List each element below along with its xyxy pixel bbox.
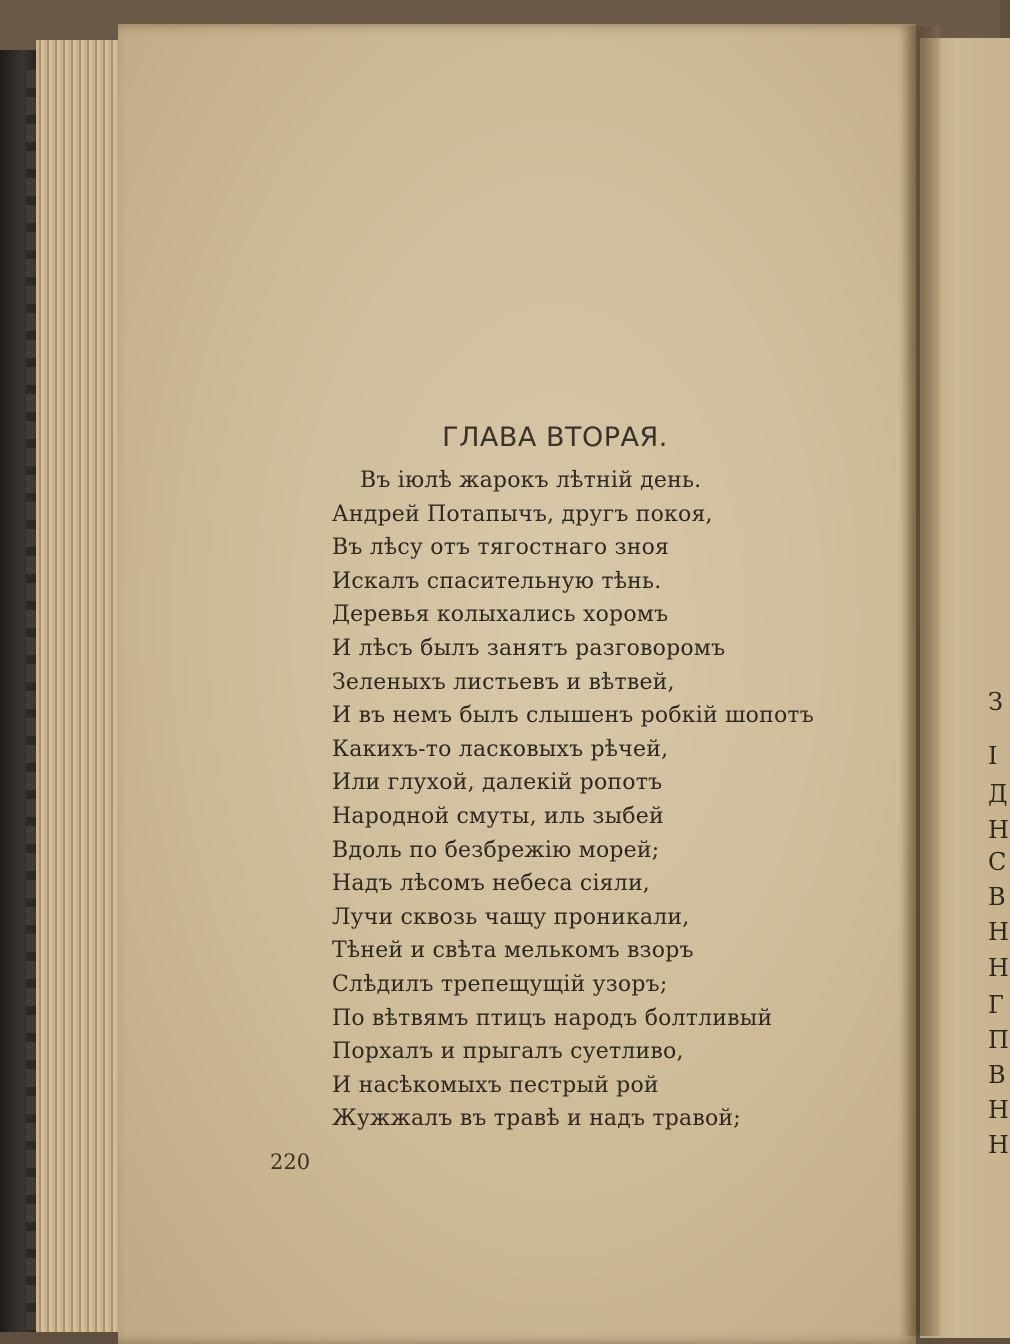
poem-line: И лѣсъ былъ занятъ разговоромъ bbox=[332, 635, 726, 661]
poem-line: Деревья колыхались хоромъ bbox=[332, 602, 669, 628]
poem-line: Народной смуты, иль зыбей bbox=[332, 803, 664, 829]
facing-page-letter: I bbox=[988, 742, 998, 770]
poem-line: Въ лѣсу отъ тягостнаго зноя bbox=[332, 535, 670, 561]
facing-page-letter: З bbox=[988, 688, 1003, 716]
facing-page-letter: Н bbox=[988, 1131, 1009, 1159]
poem-line: Слѣдилъ трепещущій узоръ; bbox=[332, 971, 668, 997]
poem-line: Зеленыхъ листьевъ и вѣтвей, bbox=[332, 669, 675, 695]
poem-line: Андрей Потапычъ, другъ покоя, bbox=[332, 501, 713, 527]
facing-page-letter: В bbox=[988, 1061, 1006, 1089]
page-number: 220 bbox=[270, 1150, 311, 1174]
facing-page-letter: Н bbox=[988, 1096, 1009, 1124]
poem-line: Надъ лѣсомъ небеса сіяли, bbox=[332, 871, 650, 897]
facing-page-letter: Н bbox=[988, 816, 1009, 844]
poem-line: Лучи сквозь чащу проникали, bbox=[332, 904, 690, 930]
facing-page-letter: Н bbox=[988, 954, 1009, 982]
facing-page-letter: П bbox=[988, 1026, 1009, 1054]
poem-line: Въ іюлѣ жарокъ лѣтній день. bbox=[360, 468, 702, 493]
book-gutter bbox=[900, 26, 940, 1336]
facing-page-letter: Д bbox=[988, 780, 1008, 808]
poem-line: Жужжалъ въ травѣ и надъ травой; bbox=[332, 1106, 741, 1132]
poem-line: Или глухой, далекій ропотъ bbox=[332, 770, 663, 796]
facing-page-letter: Н bbox=[988, 918, 1009, 946]
chapter-title: ГЛАВА ВТОРАЯ. bbox=[442, 422, 668, 454]
poem-text bbox=[332, 464, 892, 1136]
facing-page-letter: С bbox=[988, 848, 1007, 876]
poem-line: Какихъ-то ласковыхъ рѣчей, bbox=[332, 736, 669, 762]
poem-line: Порхалъ и прыгалъ суетливо, bbox=[332, 1039, 684, 1065]
poem-line: Искалъ спасительную тѣнь. bbox=[332, 568, 662, 594]
poem-line: Вдоль по безбрежію морей; bbox=[332, 837, 660, 863]
poem-line: И въ немъ былъ слышенъ робкій шопотъ bbox=[332, 703, 814, 729]
facing-page-letter: Г bbox=[988, 991, 1004, 1019]
poem-line: По вѣтвямъ птицъ народъ болтливый bbox=[332, 1005, 773, 1031]
facing-page-letter: В bbox=[988, 883, 1006, 911]
poem-line: И насѣкомыхъ пестрый рой bbox=[332, 1072, 659, 1098]
poem-line: Тѣней и свѣта мелькомъ взоръ bbox=[332, 938, 694, 964]
